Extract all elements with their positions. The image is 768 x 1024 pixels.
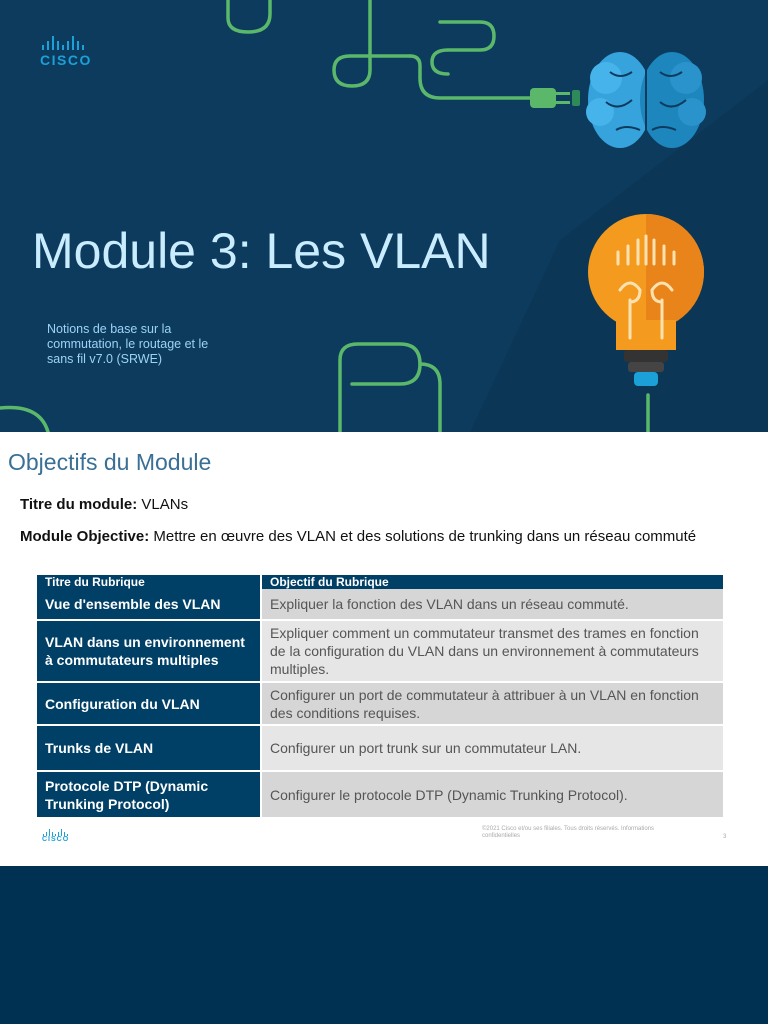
- table-cell-topic: VLAN dans un environnement à commutateurs multiples: [37, 620, 261, 682]
- brain-icon: [586, 52, 706, 150]
- module-objective-label: Module Objective:: [20, 528, 150, 545]
- table-cell-objective: Expliquer la fonction des VLAN dans un réseau commuté.: [261, 589, 723, 620]
- table-cell-topic: Configuration du VLAN: [37, 682, 261, 725]
- plug-icon: [530, 88, 580, 108]
- slide-title: Module 3: Les VLAN: [32, 223, 491, 279]
- table-cell-topic: Protocole DTP (Dynamic Trunking Protocol): [37, 771, 261, 818]
- table-cell-objective: Configurer un port de commutateur à attribuer à un VLAN en fonction des conditions requises.: [261, 682, 723, 725]
- table-row: [37, 589, 723, 620]
- table-cell-objective: Configurer le protocole DTP (Dynamic Trunking Protocol).: [261, 771, 723, 818]
- table-row: [37, 725, 723, 771]
- page-number: 3: [723, 834, 727, 840]
- objectives-slide: [0, 432, 768, 866]
- table-row: [37, 620, 723, 682]
- objectives-heading: Objectifs du Module: [8, 449, 212, 475]
- cisco-logo-text: CISCO: [40, 52, 92, 68]
- table-cell-topic: Trunks de VLAN: [37, 725, 261, 771]
- table-row: [37, 682, 723, 725]
- module-title-label: Titre du module:: [20, 496, 138, 513]
- slide-subtitle: Notions de base sur la commutation, le routage et le sans fil v7.0 (SRWE): [47, 322, 209, 366]
- module-objective-value: Mettre en œuvre des VLAN et des solutions de trunking dans un réseau commuté: [153, 528, 697, 545]
- module-title-line: [20, 496, 188, 514]
- footer-cisco-logo-icon: [42, 829, 69, 843]
- table-row: [37, 771, 723, 818]
- table-cell-objective: Configurer un port trunk sur un commutateur LAN.: [261, 725, 723, 771]
- cisco-logo-icon: [40, 34, 92, 68]
- module-objective-line: [20, 528, 720, 546]
- table-header-topic: Titre du Rubrique: [37, 575, 261, 589]
- title-slide: [0, 0, 768, 432]
- footer-logo-text: CISCO: [42, 836, 70, 843]
- table-cell-topic: Vue d'ensemble des VLAN: [37, 589, 261, 620]
- copyright-text: ©2021 Cisco et/ou ses filiales. Tous droits réservés. Informations confidentielles: [482, 826, 655, 839]
- circuit-decoration: [0, 0, 768, 432]
- table-header-objective: Objectif du Rubrique: [261, 575, 723, 589]
- table-header-row: [37, 575, 723, 589]
- objectives-table: [37, 575, 723, 819]
- module-title-value: VLANs: [141, 496, 189, 513]
- table-cell-objective: Expliquer comment un commutateur transmet des trames en fonction de la configuration du VLAN dans un environnement à commutateurs multiples.: [261, 620, 723, 682]
